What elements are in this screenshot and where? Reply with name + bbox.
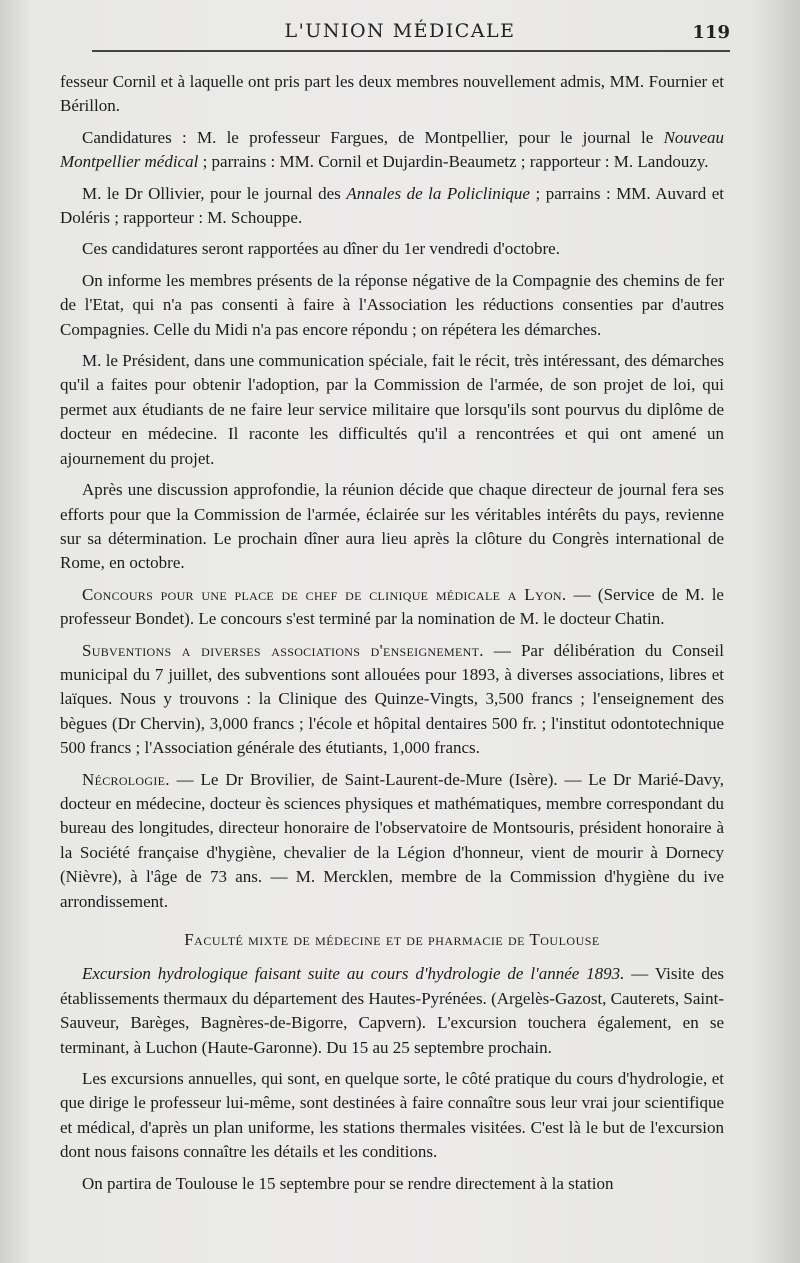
text-run: M. le Dr Ollivier, pour le journal des — [82, 183, 347, 203]
paragraph-candidatures-fargues — [60, 126, 724, 175]
running-head — [0, 12, 800, 52]
paragraph-chemins-de-fer: On informe les membres présents de la réponse négative de la Compagnie des chemins de fer de l'Etat, qui n'a pas consenti à faire à l'Association les réductions consenties par d'autres Compagnies. Celle du Midi n'a pas encore répondu ; on répétera les démarches. — [60, 270, 724, 339]
paragraph-subventions — [60, 639, 724, 761]
paragraph-concours-lyon — [60, 583, 724, 632]
text-run: — Par délibération du Conseil municipal du 7 juillet, des subventions sont allouées pour 1893, à diverses associations, libres et laïques. Nous y trouvons : la Clinique des Quinze-Vingts, 3,500 francs ; l'enseignement des bègues (Dr Chervin), 3,000 francs ; l'école et hôpital dentaires 500 fr. ; l'institut odontotechnique 500 francs ; l'Association générale des étutiants, 1,000 francs. — [60, 640, 724, 758]
item-heading: Concours pour une place de chef de clinique médicale a Lyon. — [82, 584, 567, 604]
header-rule — [92, 50, 730, 52]
item-heading: Nécrologie. — [82, 769, 170, 789]
journal-title: Annales de la Policlinique — [346, 183, 530, 203]
page-number: 119 — [692, 22, 730, 43]
article-body — [60, 70, 724, 1203]
section-heading-toulouse: Faculté mixte de médecine et de pharmacie de Toulouse — [184, 930, 600, 949]
journal-title: Nouveau Montpellier médical — [60, 127, 724, 172]
text-run: — Visite des établissements thermaux du département des Hautes-Pyrénées. (Argelès-Gazost, Cauterets, Saint-Sauveur, Barèges, Bagnères-de-Bigorre, Capvern). L'excursion touchera également, en se terminant, à Luchon (Haute-Garonne). Du 15 au 25 septembre prochain. — [60, 964, 724, 1057]
paragraph-cornil: fesseur Cornil et à laquelle ont pris part les deux membres nouvellement admis, MM. Fournier et Bérillon. — [60, 72, 724, 116]
paragraph-candidature-ollivier — [60, 182, 724, 231]
paragraph-candidatures-rapport: Ces candidatures seront rapportées au dîner du 1er vendredi d'octobre. — [82, 239, 560, 259]
text-run: — (Service de M. le professeur Bondet). Le concours s'est terminé par la nomination de M. le docteur Chatin. — [60, 584, 724, 629]
paragraph-excursion — [60, 962, 724, 1060]
item-heading: Subventions a diverses associations d'enseignement. — [82, 640, 484, 660]
paragraph-excursions-annuelles: Les excursions annuelles, qui sont, en quelque sorte, le côté pratique du cours d'hydrologie, et que dirige le professeur lui-même, sont destinées à faire connaître sous leur vrai jour scientifique et médical, d'après un plan uniforme, les stations thermales visitées. C'est là le but de l'excursion dont nous faisons connaître les détails et les conditions. — [60, 1069, 724, 1162]
paragraph-depart: On partira de Toulouse le 15 septembre pour se rendre directement à la station — [82, 1173, 614, 1193]
running-title: L'UNION MÉDICALE — [284, 20, 516, 42]
text-run: ; parrains : MM. Cornil et Dujardin-Beaumetz ; rapporteur : M. Landouzy. — [198, 152, 709, 172]
text-run: ; parrains : MM. Auvard et Doléris ; rapporteur : M. Schouppe. — [60, 183, 724, 228]
text-run: — Le Dr Brovilier, de Saint-Laurent-de-Mure (Isère). — Le Dr Marié-Davy, docteur en médecine, docteur ès sciences physiques et mathématiques, membre correspondant du bureau des longitudes, directeur honoraire de l'observatoire de Montsouris, président honoraire à la Société française d'hygiène, chevalier de la Légion d'honneur, vient de mourir à Dornecy (Nièvre), à l'âge de 73 ans. — M. Mercklen, membre de la Commission d'hygiène du ive arrondissement. — [60, 769, 724, 911]
excursion-title: Excursion hydrologique faisant suite au cours d'hydrologie de l'année 1893. — [82, 964, 625, 984]
text-run: Candidatures : M. le professeur Fargues, de Montpellier, pour le journal le — [82, 127, 664, 147]
paragraph-necrologie — [60, 768, 724, 914]
paragraph-president-communication: M. le Président, dans une communication spéciale, fait le récit, très intéressant, des démarches qu'il a faites pour obtenir l'adoption, par la Commission de l'armée, de son projet de loi, qui permet aux étudiants de ne faire leur service militaire que lorsqu'ils sont pourvus du diplôme de docteur en médecine. Il raconte les difficultés qu'il a rencontrées et qui ont amené un ajournement du projet. — [60, 351, 724, 468]
paragraph-discussion: Après une discussion approfondie, la réunion décide que chaque directeur de journal fera ses efforts pour que la Commission de l'armée, éclairée sur les véritables intérêts du pays, revienne sur sa détermination. Le prochain dîner aura lieu après la clôture du Congrès international de Rome, en octobre. — [60, 480, 724, 573]
